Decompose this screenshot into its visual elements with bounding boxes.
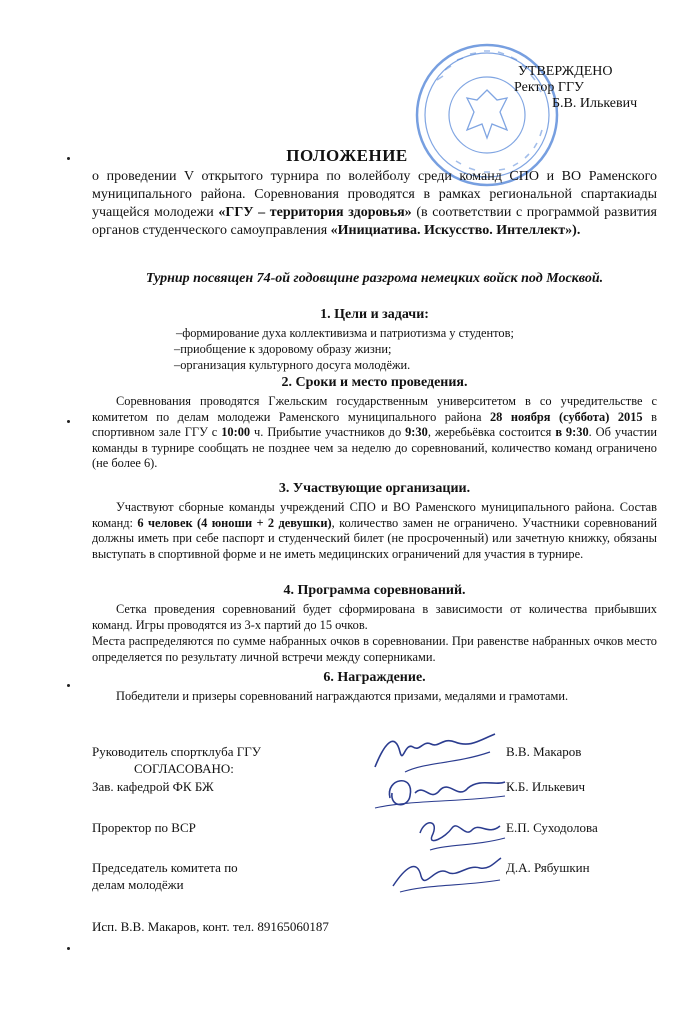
- section-paragraph: [92, 394, 657, 472]
- approval-label: УТВЕРЖДЕНО: [518, 64, 613, 79]
- section-heading: 4. Программа соревнований.: [283, 583, 466, 598]
- contact-line: Исп. В.В. Макаров, конт. тел. 89165060187: [92, 919, 329, 934]
- approval-name: Б.В. Илькевич: [552, 96, 638, 111]
- signer-name: В.В. Макаров: [506, 744, 582, 759]
- document-title: ПОЛОЖЕНИЕ: [286, 146, 408, 165]
- paragraph-text: , жеребьёвка состоится: [427, 425, 556, 440]
- paragraph-text: . Об участии команды в турнире сообщать не позднее чем за неделю до соревнований, количество команд ограничено (не более 6).: [92, 425, 657, 471]
- team-composition: 6 человек (4 юноши + 2 девушки): [137, 515, 332, 530]
- paragraph-text: ч. Прибытие участников до: [250, 425, 406, 440]
- time-text: в 9:30: [555, 425, 589, 440]
- section-paragraph: Сетка проведения соревнований будет сформирована в зависимости от количества прибывших команд. Игры проводятся из 3-х партий до 15 очков.: [92, 602, 657, 632]
- agreed-label: СОГЛАСОВАНО:: [134, 761, 234, 776]
- intro-paragraph: [92, 168, 657, 240]
- dedication: Турнир посвящен 74-ой годовщине разгрома немецких войск под Москвой.: [145, 271, 604, 286]
- paragraph-text: Соревнования проводятся Гжельским государственным университетом в со учредительстве с комитетом по делам молодежи Раменского муниципального района: [92, 394, 657, 424]
- section-heading: 3. Участвующие организации.: [278, 481, 471, 496]
- margin-dot: [67, 420, 70, 423]
- section-heading: 2. Сроки и место проведения.: [281, 375, 468, 390]
- date-text: 28 ноября (суббота) 2015: [489, 409, 643, 424]
- section-paragraph: [92, 500, 657, 562]
- section-heading: 6. Награждение.: [323, 670, 426, 685]
- signer-role: Зав. кафедрой ФК БЖ: [92, 779, 214, 794]
- signer-name: Е.П. Суходолова: [506, 820, 598, 835]
- signer-role: Руководитель спортклуба ГГУ: [92, 744, 261, 759]
- section-paragraph: Места распределяются по сумме набранных очков в соревновании. При равенстве набранных очков место определяется по результату личной встречи между соперниками.: [92, 634, 657, 664]
- approval-position: Ректор ГГУ: [514, 80, 584, 95]
- goal-item: –формирование духа коллективизма и патриотизма у студентов;: [176, 326, 514, 340]
- time-text: 9:30: [405, 425, 428, 440]
- section-paragraph: Победители и призеры соревнований награждаются призами, медалями и грамотами.: [116, 689, 569, 703]
- paragraph-text: в спортивном зале ГГУ с: [92, 409, 657, 440]
- signer-role: Председатель комитета по: [92, 860, 238, 875]
- signer-role: делам молодёжи: [92, 877, 184, 892]
- signer-name: Д.А. Рябушкин: [506, 860, 590, 875]
- intro-emphasis: «Инициатива. Искусство. Интеллект»).: [330, 223, 581, 238]
- margin-dot: [67, 947, 70, 950]
- intro-emphasis: «ГГУ – территория здоровья»: [218, 205, 412, 220]
- signer-name: К.Б. Илькевич: [506, 779, 586, 794]
- goal-item: –организация культурного досуга молодёжи.: [174, 358, 411, 372]
- goal-item: –приобщение к здоровому образу жизни;: [174, 342, 392, 356]
- time-text: 10:00: [221, 425, 251, 440]
- signature-scribble: [385, 848, 505, 898]
- margin-dot: [67, 684, 70, 687]
- section-heading: 1. Цели и задачи:: [320, 307, 429, 322]
- approval-block: [488, 64, 637, 112]
- intro-text: (в соответствии с программой развития органов студенческого самоуправления: [92, 205, 657, 238]
- signer-role: Проректор по ВСР: [92, 820, 196, 835]
- paragraph-text: Участвуют сборные команды учреждений СПО и ВО Раменского муниципального района. Состав команд:: [92, 500, 657, 530]
- intro-text: о проведении V открытого турнира по волейболу среди команд СПО и ВО Раменского муниципального района. Соревнования проводятся в рамках региональной спартакиады учащейся молодежи: [92, 169, 657, 220]
- paragraph-text: , количество замен не ограничено. Участники соревнований должны иметь при себе паспорт и студенческий билет (не просроченный) или зачетную книжку, обязаны выступать в спортивной форме и не иметь медицинских ограничений для участия в турнире.: [92, 515, 657, 561]
